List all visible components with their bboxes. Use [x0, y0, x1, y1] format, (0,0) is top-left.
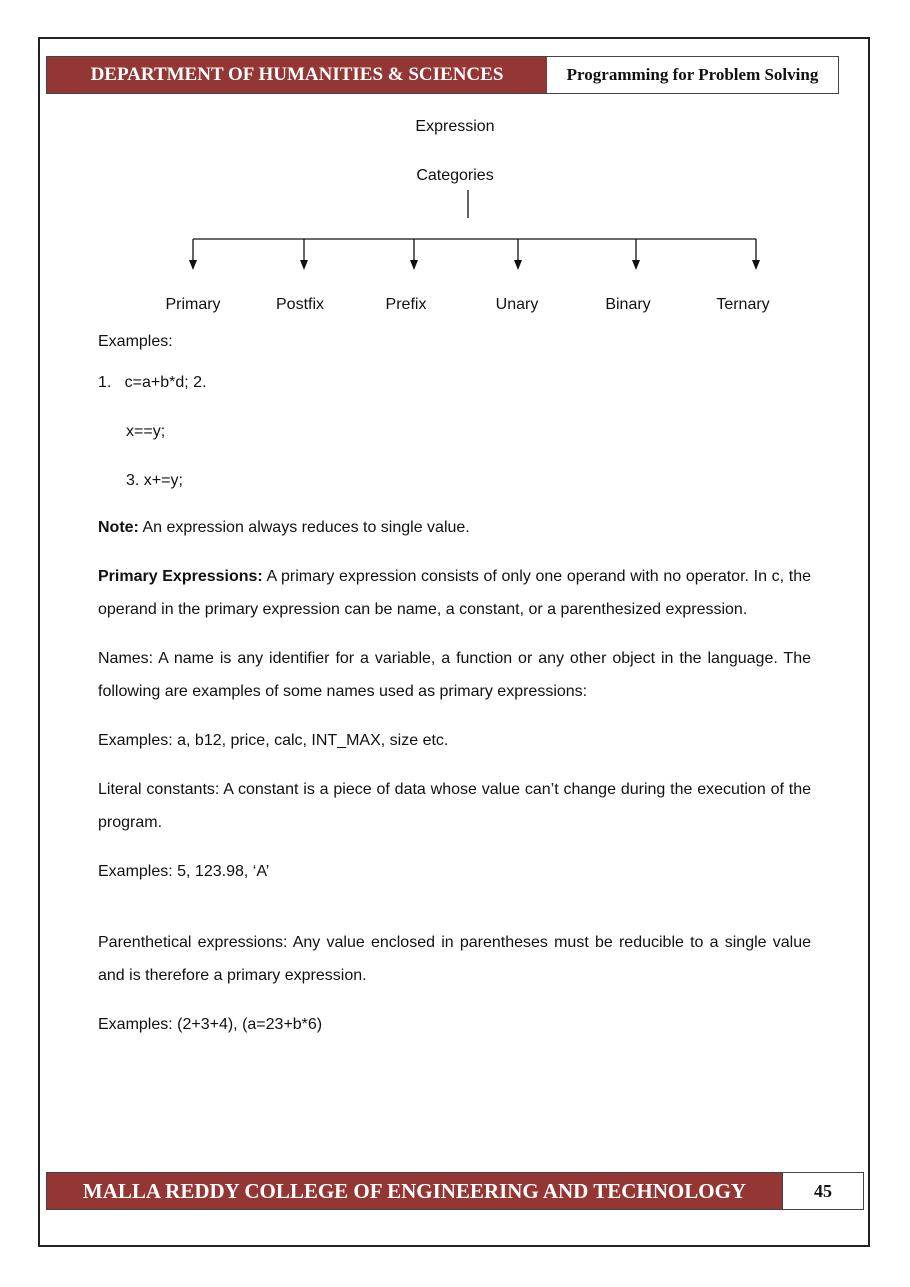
- primary-expressions-label: Primary Expressions:: [98, 568, 263, 585]
- diagram-root-line2: Categories: [416, 167, 494, 184]
- literal-constants-paragraph: Literal constants: A constant is a piece of data whose value can’t change during the execution of the program.: [98, 781, 811, 831]
- diagram-root-line1: Expression: [415, 118, 495, 135]
- page-header: [46, 56, 839, 94]
- names-paragraph: Names: A name is any identifier for a variable, a function or any other object in the language. The following are examples of some names used as primary expressions:: [98, 650, 811, 700]
- diagram-child-ternary: Ternary: [716, 296, 770, 313]
- branch-arrowhead-3: [514, 260, 522, 270]
- diagram-connectors: [0, 110, 910, 320]
- diagram-child-binary: Binary: [605, 296, 651, 313]
- literal-examples: Examples: 5, 123.98, ‘A’: [98, 863, 270, 880]
- page-number: 45: [782, 1173, 863, 1209]
- names-examples: Examples: a, b12, price, calc, INT_MAX, size etc.: [98, 732, 449, 749]
- parenthetical-paragraph: Parenthetical expressions: Any value enclosed in parentheses must be reducible to a single value and is therefore a primary expression.: [98, 934, 811, 984]
- college-name: MALLA REDDY COLLEGE OF ENGINEERING AND TECHNOLOGY: [47, 1173, 782, 1209]
- diagram-child-primary: Primary: [165, 296, 221, 313]
- diagram-child-prefix: Prefix: [385, 296, 427, 313]
- example-3: 3. x+=y;: [126, 472, 183, 489]
- parenthetical-examples: Examples: (2+3+4), (a=23+b*6): [98, 1016, 323, 1033]
- department-title: DEPARTMENT OF HUMANITIES & SCIENCES: [47, 57, 547, 93]
- example-2: x==y;: [126, 423, 166, 440]
- note-text: An expression always reduces to single value.: [138, 519, 470, 536]
- branch-arrowhead-0: [189, 260, 197, 270]
- branch-arrowhead-1: [300, 260, 308, 270]
- page-footer: [46, 1172, 864, 1210]
- note-label: Note:: [98, 519, 139, 536]
- primary-expressions-paragraph: [98, 560, 811, 626]
- expression-categories-diagram: [0, 110, 910, 320]
- branch-arrowhead-4: [632, 260, 640, 270]
- note-paragraph: [98, 511, 811, 544]
- subject-title: Programming for Problem Solving: [566, 65, 819, 84]
- diagram-child-unary: Unary: [495, 296, 539, 313]
- diagram-child-postfix: Postfix: [275, 296, 325, 313]
- branch-arrowhead-5: [752, 260, 760, 270]
- main-content: [98, 325, 811, 1041]
- primary-expressions-text: A primary expression consists of only one operand with no operator. In c, the operand in the primary expression can be name, a constant, or a parenthesized expression.: [98, 568, 811, 618]
- example-1: 1. c=a+b*d; 2.: [98, 374, 207, 391]
- examples-heading: Examples:: [98, 333, 173, 350]
- branch-arrowhead-2: [410, 260, 418, 270]
